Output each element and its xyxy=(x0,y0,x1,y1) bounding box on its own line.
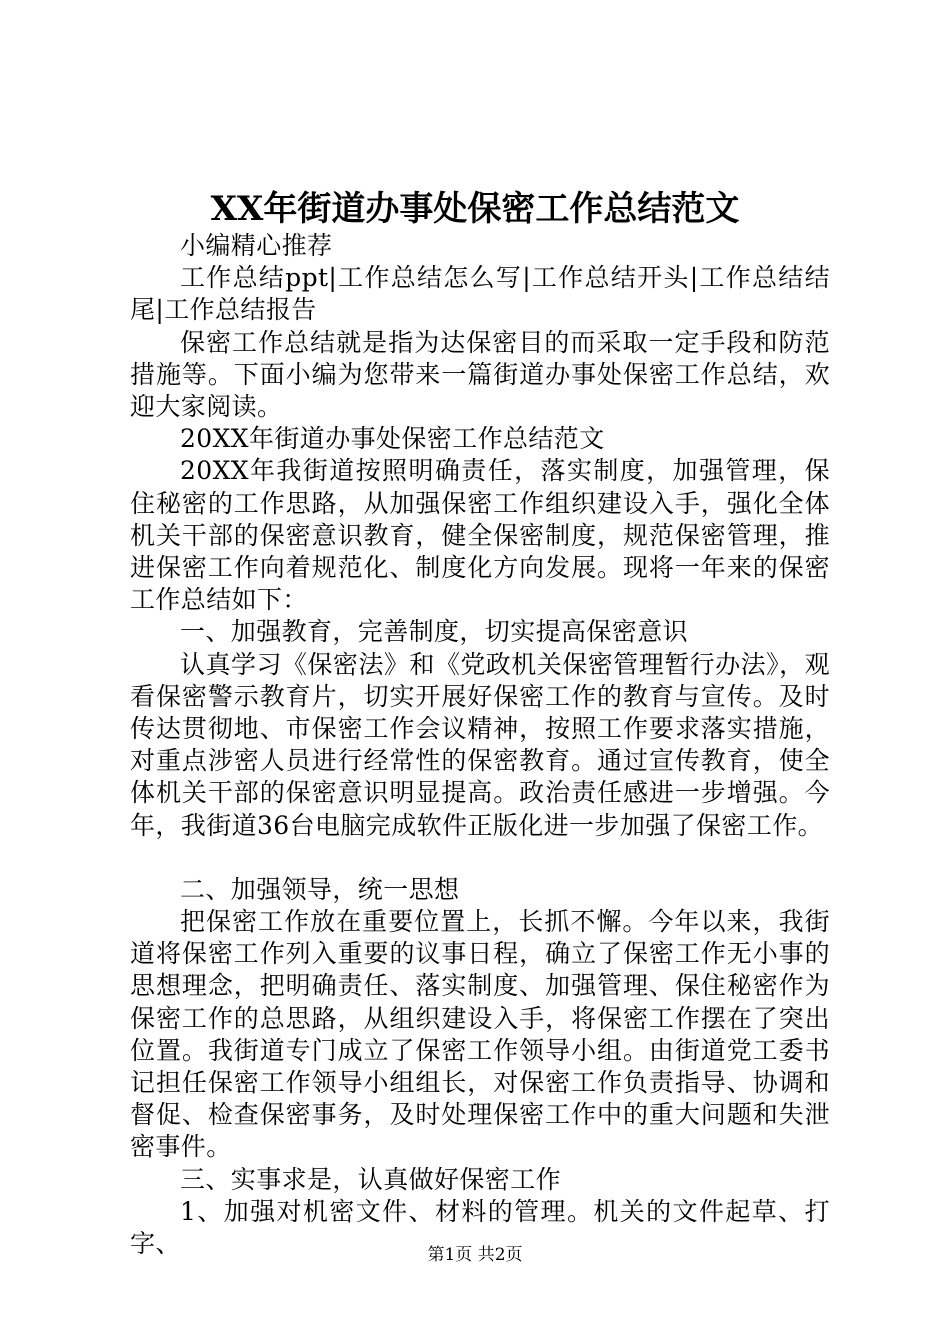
paragraph-subtitle: 20XX年街道办事处保密工作总结范文 xyxy=(180,424,605,454)
blank-line xyxy=(130,842,830,874)
paragraph-section-1: 认真学习《保密法》和《党政机关保密管理暂行办法》，观看保密警示教育片，切实开展好保密工作的教育与宣传。及时传达贯彻地、市保密工作会议精神，按照工作要求落实措施，对重点涉密人员进行经常性的保密教育。通过宣传教育，使全体机关干部的保密意识明显提高。政治责任感进一步增强。今年，我街道36台电脑完成软件正版化进一步加强了保密工作。 xyxy=(130,649,830,840)
section-heading-1: 一、加强教育，完善制度，切实提高保密意识 xyxy=(180,617,689,647)
section-heading-3: 三、实事求是，认真做好保密工作 xyxy=(180,1164,562,1194)
section-heading-2: 二、加强领导，统一思想 xyxy=(180,874,460,904)
paragraph-related-links: 工作总结ppt|工作总结怎么写|工作总结开头|工作总结结尾|工作总结报告 xyxy=(130,263,830,325)
document-body xyxy=(130,230,830,1260)
paragraph-recommend: 小编精心推荐 xyxy=(180,231,333,260)
paragraph-section-3-item-1: 1、加强对机密文件、材料的管理。机关的文件起草、打字、 xyxy=(130,1196,830,1259)
paragraph-overview: 20XX年我街道按照明确责任，落实制度，加强管理，保住秘密的工作思路，从加强保密工作组织建设入手，强化全体机关干部的保密意识教育，健全保密制度，规范保密管理，推进保密工作向着规范化、制度化方向发展。现将一年来的保密工作总结如下： xyxy=(130,456,830,615)
paragraph-intro: 保密工作总结就是指为达保密目的而采取一定手段和防范措施等。下面小编为您带来一篇街道办事处保密工作总结，欢迎大家阅读。 xyxy=(130,327,830,422)
paragraph-section-2: 把保密工作放在重要位置上，长抓不懈。今年以来，我街道将保密工作列入重要的议事日程，确立了保密工作无小事的思想理念，把明确责任、落实制度、加强管理、保住秘密作为保密工作的总思路，从组织建设入手，将保密工作摆在了突出位置。我街道专门成立了保密工作领导小组。由街道党工委书记担任保密工作领导小组组长，对保密工作负责指导、协调和督促、检查保密事务，及时处理保密工作中的重大问题和失泄密事件。 xyxy=(130,907,830,1162)
document-title: XX年街道办事处保密工作总结范文 xyxy=(210,189,740,229)
page-footer: 第1页 共2页 xyxy=(427,1245,523,1265)
